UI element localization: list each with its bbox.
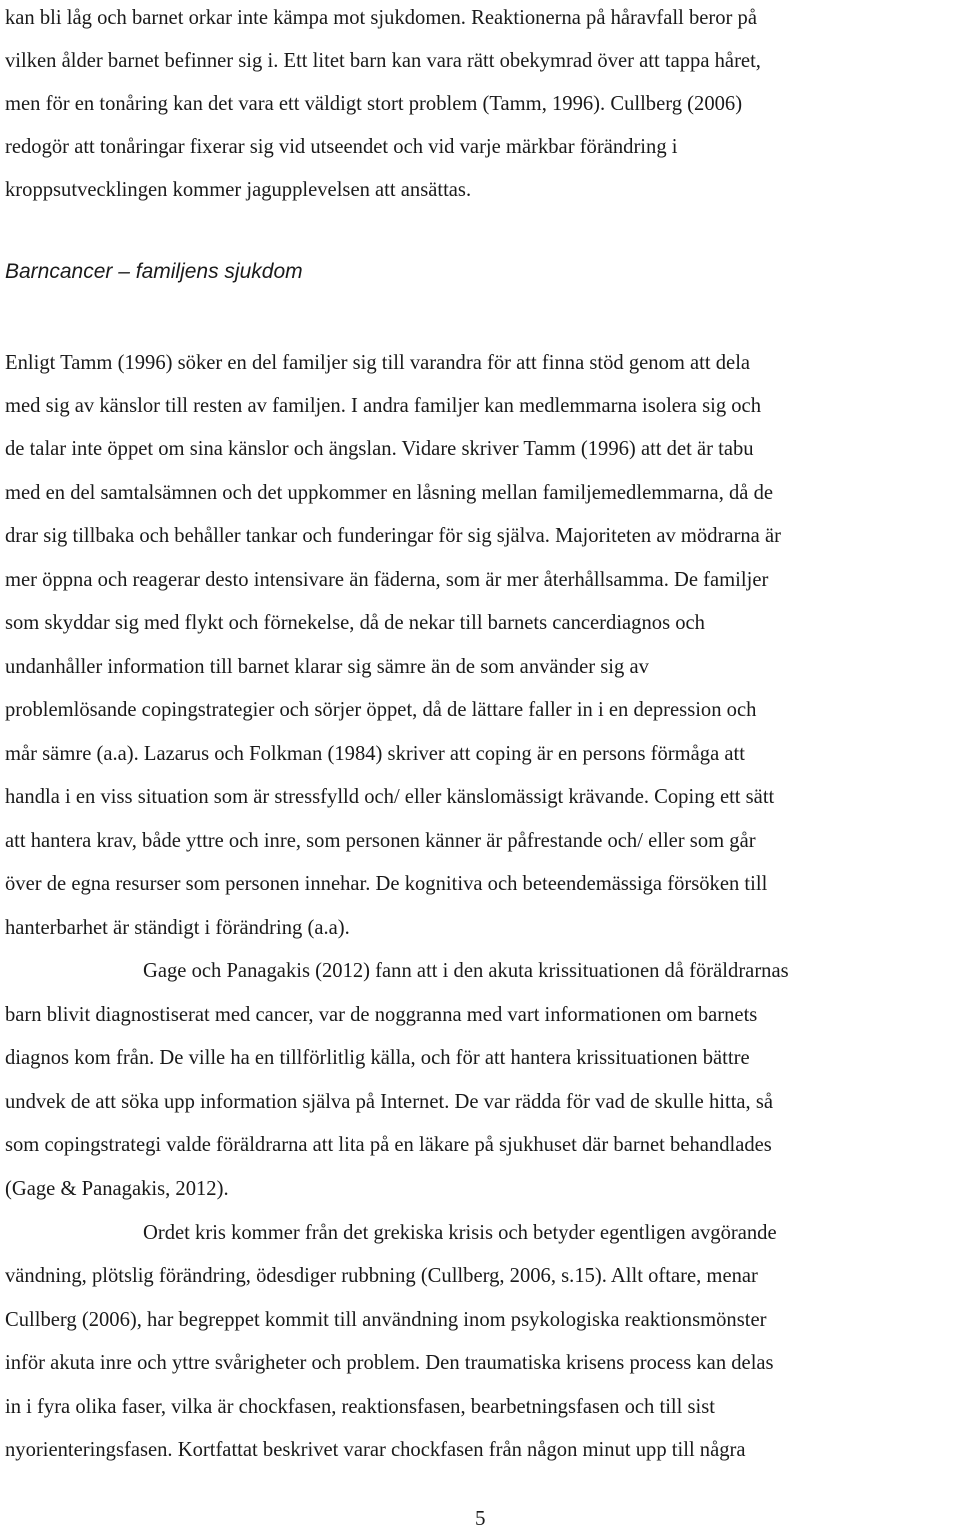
paragraph-1-line: problemlösande copingstrategier och sörjer öppet, då de lättare faller in i en depression och bbox=[5, 699, 757, 721]
intro-line: vilken ålder barnet befinner sig i. Ett litet barn kan vara rätt obekymrad över att tappa håret, bbox=[5, 50, 761, 72]
paragraph-2-line: diagnos kom från. De ville ha en tillförlitlig källa, och för att hantera krissituationen bättre bbox=[5, 1047, 750, 1069]
paragraph-1-line: de talar inte öppet om sina känslor och ängslan. Vidare skriver Tamm (1996) att det är tabu bbox=[5, 438, 754, 460]
paragraph-3-line: Cullberg (2006), har begreppet kommit till användning inom psykologiska reaktionsmönster bbox=[5, 1309, 767, 1331]
intro-line: kroppsutvecklingen kommer jagupplevelsen att ansättas. bbox=[5, 179, 472, 201]
paragraph-3-line: inför akuta inre och yttre svårigheter och problem. Den traumatiska krisens process kan delas bbox=[5, 1352, 774, 1374]
paragraph-3-line: in i fyra olika faser, vilka är chockfasen, reaktionsfasen, bearbetningsfasen och till sist bbox=[5, 1396, 715, 1418]
paragraph-2-line: undvek de att söka upp information själva på Internet. De var rädda för vad de skulle hitta, så bbox=[5, 1091, 774, 1113]
paragraph-1-line: Enligt Tamm (1996) söker en del familjer sig till varandra för att finna stöd genom att dela bbox=[5, 352, 751, 374]
paragraph-1-line: över de egna resurser som personen innehar. De kognitiva och beteendemässiga försöken till bbox=[5, 873, 768, 895]
paragraph-3-line: nyorienteringsfasen. Kortfattat beskrivet varar chockfasen från någon minut upp till några bbox=[5, 1439, 746, 1461]
section-heading: Barncancer – familjens sjukdom bbox=[5, 260, 303, 283]
intro-line: redogör att tonåringar fixerar sig vid utseendet och vid varje märkbar förändring i bbox=[5, 136, 678, 158]
paragraph-1-line: att hantera krav, både yttre och inre, som personen känner är påfrestande och/ eller som går bbox=[5, 830, 756, 852]
paragraph-1-line: undanhåller information till barnet klarar sig sämre än de som använder sig av bbox=[5, 656, 649, 678]
paragraph-1-line: mer öppna och reagerar desto intensivare än fäderna, som är mer återhållsamma. De familjer bbox=[5, 569, 769, 591]
intro-line: kan bli låg och barnet orkar inte kämpa mot sjukdomen. Reaktionerna på håravfall beror på bbox=[5, 7, 757, 29]
paragraph-2-line: Gage och Panagakis (2012) fann att i den akuta krissituationen då föräldrarnas bbox=[143, 960, 789, 982]
paragraph-1-line: handla i en viss situation som är stressfylld och/ eller känslomässigt krävande. Coping ett sätt bbox=[5, 786, 775, 808]
page-number: 5 bbox=[475, 1506, 486, 1530]
paragraph-1-line: med sig av känslor till resten av familjen. I andra familjer kan medlemmarna isolera sig och bbox=[5, 395, 761, 417]
paragraph-1-line: drar sig tillbaka och behåller tankar och funderingar för sig själva. Majoriteten av mödrarna är bbox=[5, 525, 781, 547]
paragraph-2-line: (Gage & Panagakis, 2012). bbox=[5, 1178, 229, 1200]
paragraph-1-line: med en del samtalsämnen och det uppkommer en låsning mellan familjemedlemmarna, då de bbox=[5, 482, 774, 504]
paragraph-2-line: barn blivit diagnostiserat med cancer, var de noggranna med vart informationen om barnets bbox=[5, 1004, 758, 1026]
paragraph-3-line: vändning, plötslig förändring, ödesdiger rubbning (Cullberg, 2006, s.15). Allt oftare, menar bbox=[5, 1265, 758, 1287]
paragraph-1-line: hanterbarhet är ständigt i förändring (a.a). bbox=[5, 917, 350, 939]
paragraph-1-line: mår sämre (a.a). Lazarus och Folkman (1984) skriver att coping är en persons förmåga att bbox=[5, 743, 745, 765]
paragraph-1-line: som skyddar sig med flykt och förnekelse, då de nekar till barnets cancerdiagnos och bbox=[5, 612, 705, 634]
paragraph-2-line: som copingstrategi valde föräldrarna att lita på en läkare på sjukhuset där barnet behandlades bbox=[5, 1134, 772, 1156]
intro-line: men för en tonåring kan det vara ett väldigt stort problem (Tamm, 1996). Cullberg (2006) bbox=[5, 93, 743, 115]
paragraph-3-line: Ordet kris kommer från det grekiska krisis och betyder egentligen avgörande bbox=[143, 1222, 777, 1244]
